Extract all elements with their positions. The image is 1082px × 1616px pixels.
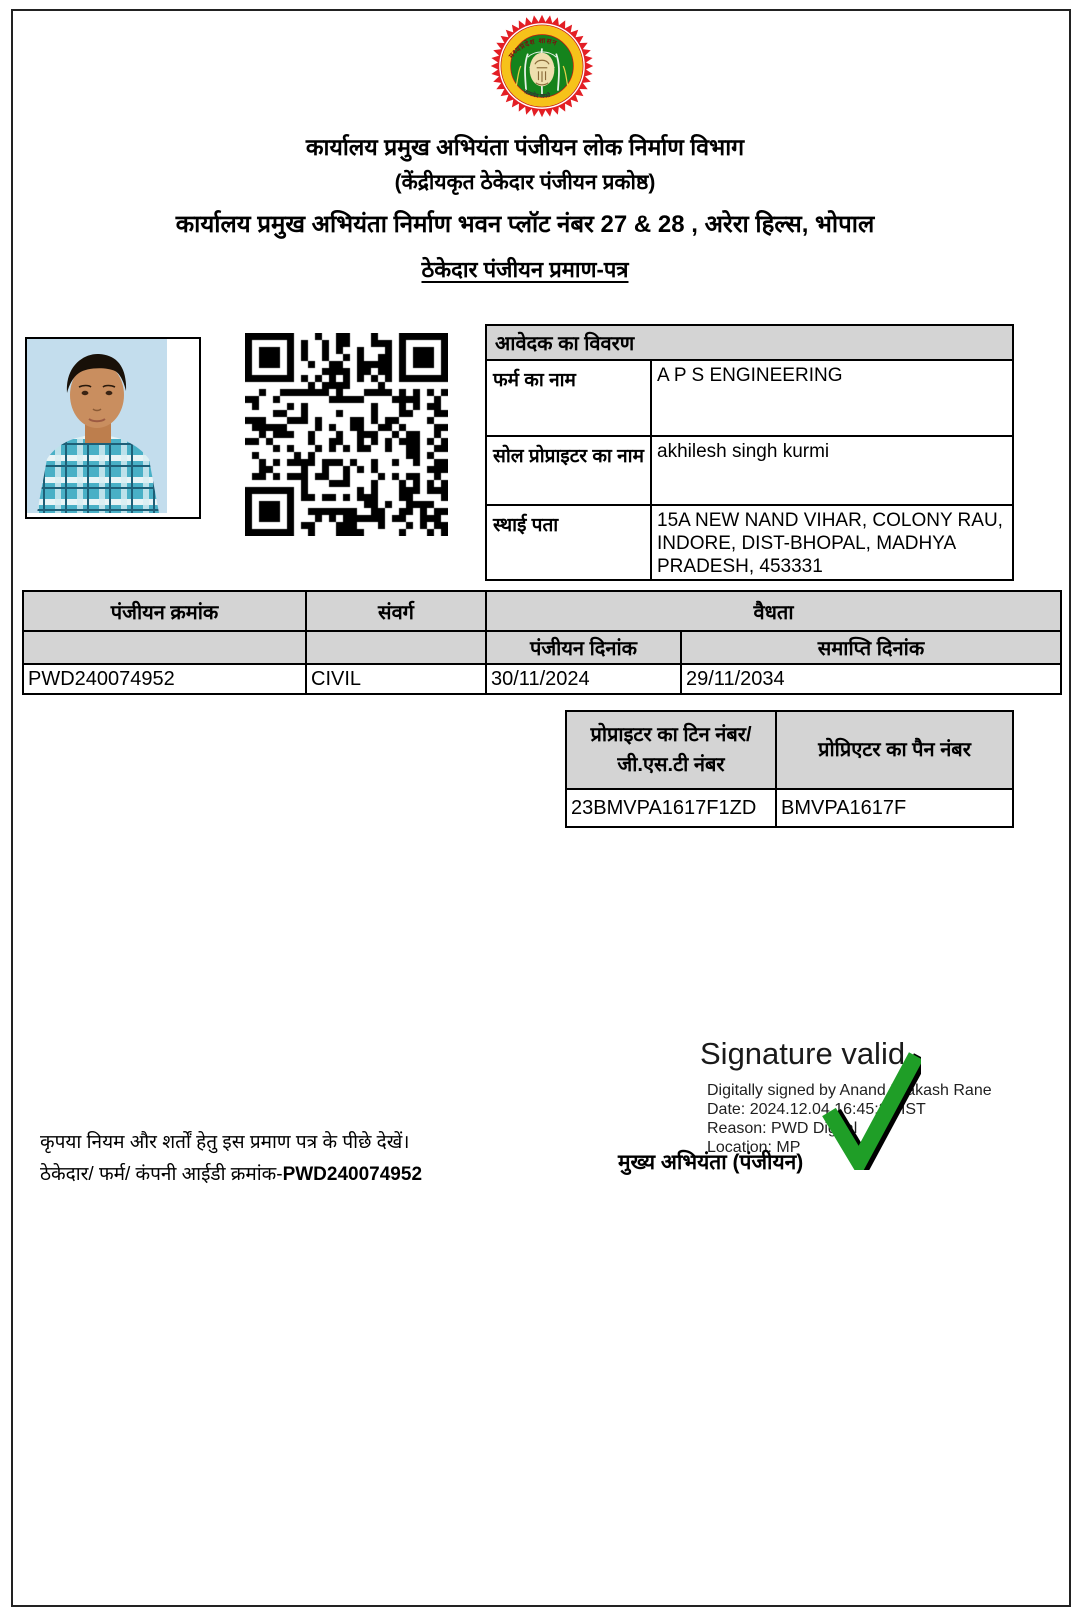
tin-gst-value: 23BMVPA1617F1ZD [566, 789, 776, 827]
expiry-date-header: समाप्ति दिनांक [681, 631, 1061, 664]
contractor-id-prefix: ठेकेदार/ फर्म/ कंपनी आईडी क्रमांक- [40, 1164, 283, 1185]
registration-no-header: पंजीयन क्रमांक [23, 591, 306, 631]
registration-date-header: पंजीयन दिनांक [486, 631, 681, 664]
signature-signed-by: Digitally signed by Anand Prakash Rane [707, 1082, 992, 1099]
mp-government-emblem [486, 13, 598, 119]
proprietor-name-label: सोल प्रोप्राइटर का नाम [486, 436, 651, 505]
signature-check-icon [816, 1048, 921, 1170]
emblem-bottom-text: सत्यमेव जयते [522, 89, 551, 100]
permanent-address-value: 15A NEW NAND VIHAR, COLONY RAU, INDORE, DIST-BHOPAL, MADHYA PRADESH, 453331 [651, 505, 1013, 580]
certificate-title: ठेकेदार पंजीयन प्रमाण-पत्र [421, 257, 629, 282]
pan-header: प्रोप्रिएटर का पैन नंबर [776, 711, 1013, 789]
registration-table [22, 590, 1062, 695]
table-row [486, 360, 1013, 436]
office-title-line2: (केंद्रीयकृत ठेकेदार पंजीयन प्रकोष्ठ) [394, 171, 656, 194]
applicant-details-table [485, 324, 1014, 581]
signatory-designation: मुख्य अभियंता (पंजीयन) [618, 1151, 804, 1174]
applicant-photo [25, 337, 201, 519]
terms-note: कृपया नियम और शर्तों हेतु इस प्रमाण पत्र के पीछे देखें। [40, 1132, 410, 1153]
office-address-line: कार्यालय प्रमुख अभियंता निर्माण भवन प्लॉट नंबर 27 & 28 , अरेरा हिल्स, भोपाल [175, 211, 875, 238]
pan-value: BMVPA1617F [776, 789, 1013, 827]
signature-reason: Reason: PWD Digital [707, 1120, 858, 1137]
expiry-date-value: 29/11/2034 [681, 664, 1061, 694]
empty-cell [23, 631, 306, 664]
validity-header: वैधता [486, 591, 1061, 631]
emblem-top-text: मध्यप्रदेश शासन [508, 37, 558, 61]
table-row [486, 436, 1013, 505]
office-title-line1: कार्यालय प्रमुख अभियंता पंजीयन लोक निर्माण विभाग [305, 134, 745, 160]
tin-gst-header: प्रोप्राइटर का टिन नंबर/जी.एस.टी नंबर [566, 711, 776, 789]
empty-cell [306, 631, 486, 664]
signature-date: Date: 2024.12.04 16:45:28 IST [707, 1101, 926, 1118]
firm-name-label: फर्म का नाम [486, 360, 651, 436]
applicant-section-title: आवेदक का विवरण [486, 325, 1013, 360]
firm-name-value: A P S ENGINEERING [651, 360, 1013, 436]
category-value: CIVIL [306, 664, 486, 694]
registration-date-value: 30/11/2024 [486, 664, 681, 694]
contractor-id-note [40, 1160, 422, 1186]
signature-location: Location: MP [707, 1139, 801, 1156]
permanent-address-label: स्थाई पता [486, 505, 651, 580]
signature-valid-text: Signature valid [700, 1036, 906, 1071]
table-row [23, 664, 1061, 694]
category-header: संवर्ग [306, 591, 486, 631]
registration-no-value: PWD240074952 [23, 664, 306, 694]
contractor-id-value: PWD240074952 [282, 1164, 423, 1185]
table-row [486, 505, 1013, 580]
proprietor-name-value: akhilesh singh kurmi [651, 436, 1013, 505]
qr-code [245, 333, 448, 536]
tax-details-table [565, 710, 1014, 828]
table-row [566, 789, 1013, 827]
